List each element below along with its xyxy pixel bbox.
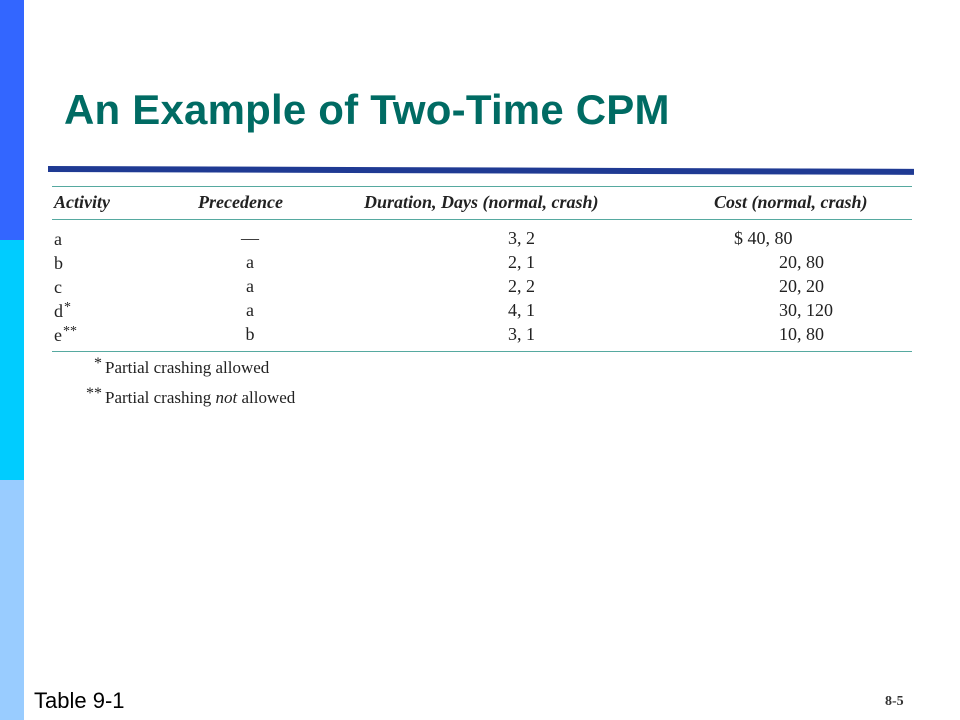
- cost-cell: 20, 20: [779, 276, 824, 296]
- table-header-rule: [52, 219, 912, 220]
- cost-cell: 20, 80: [779, 252, 824, 272]
- duration-cell: 3, 1: [508, 324, 535, 344]
- precedence-cell: b: [245, 324, 255, 344]
- page-number: 8-5: [885, 694, 904, 709]
- duration-cell: 2, 2: [508, 276, 535, 296]
- header-cost: Cost (normal, crash): [714, 192, 868, 212]
- activity-cell: c: [54, 277, 62, 297]
- precedence-cell: —: [241, 228, 259, 248]
- duration-cell: 3, 2: [508, 228, 535, 248]
- slide-sidebar: [0, 0, 24, 720]
- activity-cell: a: [54, 229, 62, 249]
- sidebar-band-light-blue: [0, 480, 24, 720]
- table-footnotes: [80, 355, 295, 415]
- table-bottom-rule: [52, 351, 912, 352]
- sidebar-band-cyan: [0, 240, 24, 480]
- precedence-cell: a: [246, 252, 254, 272]
- table-caption: Table 9-1: [34, 688, 125, 713]
- header-precedence: Precedence: [198, 192, 283, 212]
- table-top-rule: [52, 186, 912, 187]
- duration-cell: 2, 1: [508, 252, 535, 272]
- activity-cell: e**: [54, 324, 77, 345]
- duration-cell: 4, 1: [508, 300, 535, 320]
- footnote-symbol: **: [86, 385, 102, 402]
- footnote-partial-allowed: * Partial crashing allowed: [80, 355, 295, 385]
- slide-title: An Example of Two-Time CPM: [64, 86, 670, 133]
- activity-cell: d*: [54, 300, 71, 321]
- precedence-cell: a: [246, 276, 254, 296]
- precedence-cell: a: [246, 300, 254, 320]
- footnote-partial-not-allowed: ** Partial crashing not allowed: [80, 385, 295, 415]
- footnote-symbol: *: [94, 355, 102, 372]
- title-underline: [48, 166, 914, 175]
- cost-cell: 10, 80: [779, 324, 824, 344]
- cost-cell: $ 40, 80: [734, 228, 793, 248]
- sidebar-band-blue: [0, 0, 24, 240]
- cost-cell: 30, 120: [779, 300, 833, 320]
- header-activity: Activity: [54, 192, 110, 212]
- header-duration: Duration, Days (normal, crash): [364, 192, 599, 212]
- activity-cell: b: [54, 253, 63, 273]
